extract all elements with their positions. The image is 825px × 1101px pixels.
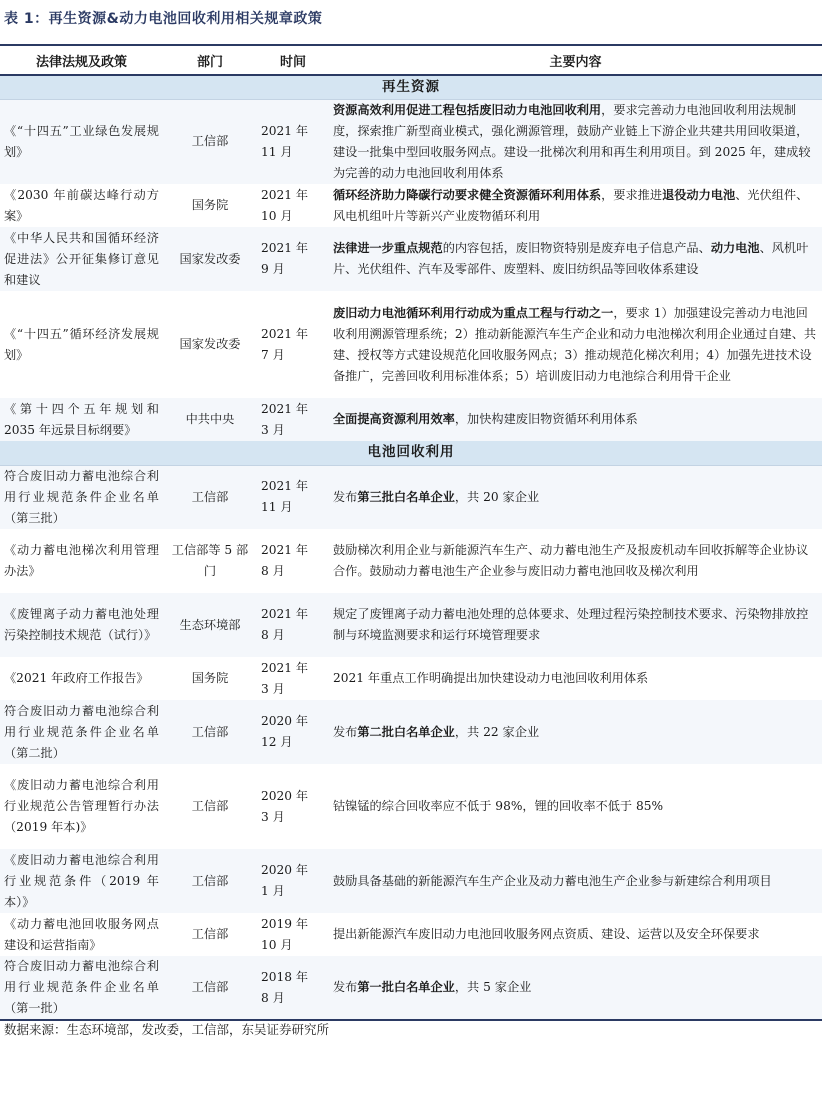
cell-law: 《2021 年政府工作报告》 xyxy=(0,657,163,700)
section-row xyxy=(0,441,822,465)
section-row xyxy=(0,75,822,99)
cell-law: 《中华人民共和国循环经济促进法》公开征集修订意见和建议 xyxy=(0,227,163,291)
cell-content: 2021 年重点工作明确提出加快建设动力电池回收利用体系 xyxy=(329,657,822,700)
table-row xyxy=(0,184,822,227)
table-row xyxy=(0,291,822,398)
cell-content-text: ，要求完善动力电池回收利用法规制度，探索推广新型商业模式，强化溯源管理，鼓励产业链上下游企业共建共用回收渠道，建设一批集中型回收服务网点。建设一批梯次利用和再生利用项目。到 2025 年，建成较为完善的动力电池回收利用体系 xyxy=(333,102,811,180)
cell-content: 鼓励具备基础的新能源汽车生产企业及动力蓄电池生产企业参与新建综合利用项目 xyxy=(329,849,822,913)
cell-content: 全面提高资源利用效率，加快构建废旧物资循环利用体系 xyxy=(329,398,822,441)
cell-content: 发布第二批白名单企业，共 22 家企业 xyxy=(329,700,822,764)
header-row xyxy=(0,45,822,75)
cell-content: 规定了废锂离子动力蓄电池处理的总体要求、处理过程污染控制技术要求、污染物排放控制与环境监测要求和运行环境管理要求 xyxy=(329,593,822,657)
section-title: 再生资源 xyxy=(0,75,822,99)
cell-dept: 国家发改委 xyxy=(163,227,257,291)
table-row xyxy=(0,99,822,184)
cell-law: 《动力蓄电池梯次利用管理办法》 xyxy=(0,529,163,593)
section-title: 电池回收利用 xyxy=(0,441,822,465)
cell-content: 发布第三批白名单企业，共 20 家企业 xyxy=(329,465,822,529)
cell-time: 2021 年 3 月 xyxy=(257,657,329,700)
cell-time: 2020 年 12 月 xyxy=(257,700,329,764)
cell-time: 2021 年 3 月 xyxy=(257,398,329,441)
cell-time: 2019 年 10 月 xyxy=(257,913,329,956)
cell-time: 2021 年 9 月 xyxy=(257,227,329,291)
cell-content: 发布第一批白名单企业，共 5 家企业 xyxy=(329,956,822,1020)
header-dept: 部门 xyxy=(163,45,257,75)
cell-law: 《废旧动力蓄电池综合利用行业规范条件（2019 年本）》 xyxy=(0,849,163,913)
table-row xyxy=(0,593,822,657)
cell-time: 2021 年 11 月 xyxy=(257,99,329,184)
cell-law: 《2030 年前碳达峰行动方案》 xyxy=(0,184,163,227)
cell-law: 《“十四五”工业绿色发展规划》 xyxy=(0,99,163,184)
cell-dept: 中共中央 xyxy=(163,398,257,441)
table-row xyxy=(0,700,822,764)
cell-dept: 工信部 xyxy=(163,99,257,184)
cell-law: 《第十四个五年规划和 2035 年远景目标纲要》 xyxy=(0,398,163,441)
cell-time: 2021 年 8 月 xyxy=(257,593,329,657)
table-header xyxy=(0,45,822,75)
cell-content: 循环经济助力降碳行动要求健全资源循环利用体系，要求推进退役动力电池、光伏组件、风电机组叶片等新兴产业废物循环利用 xyxy=(329,184,822,227)
cell-time: 2021 年 8 月 xyxy=(257,529,329,593)
cell-dept: 工信部 xyxy=(163,764,257,849)
table-row xyxy=(0,657,822,700)
cell-dept: 工信部 xyxy=(163,700,257,764)
table-row xyxy=(0,465,822,529)
table-row xyxy=(0,913,822,956)
cell-law: 符合废旧动力蓄电池综合利用行业规范条件企业名单（第三批） xyxy=(0,465,163,529)
cell-dept: 国家发改委 xyxy=(163,291,257,398)
cell-time: 2020 年 1 月 xyxy=(257,849,329,913)
header-content: 主要内容 xyxy=(329,45,822,75)
table-row xyxy=(0,529,822,593)
cell-content: 废旧动力电池循环利用行动成为重点工程与行动之一，要求 1）加强建设完善动力电池回收利用溯源管理系统；2）推动新能源汽车生产企业和动力电池梯次利用企业通过自建、共建、授权等方式建设规范化回收服务网点；3）推动规范化梯次利用；4）加强先进技术设备推广，完善回收利用标准体系；5）培训废旧动力电池综合利用骨干企业 xyxy=(329,291,822,398)
header-law: 法律法规及政策 xyxy=(0,45,163,75)
cell-time: 2018 年 8 月 xyxy=(257,956,329,1020)
policy-table xyxy=(0,44,822,1021)
table-caption: 表 1：再生资源&动力电池回收利用相关规章政策 xyxy=(4,11,323,27)
cell-content: 提出新能源汽车废旧动力电池回收服务网点资质、建设、运营以及安全环保要求 xyxy=(329,913,822,956)
table-row xyxy=(0,398,822,441)
cell-time: 2020 年 3 月 xyxy=(257,764,329,849)
cell-dept: 工信部等 5 部门 xyxy=(163,529,257,593)
table-row xyxy=(0,764,822,849)
data-source: 数据来源：生态环境部，发改委，工信部，东吴证券研究所 xyxy=(4,1022,330,1037)
cell-content-emphasis: 资源高效利用促进工程包括废旧动力电池回收利用 xyxy=(333,102,602,117)
cell-time: 2021 年 10 月 xyxy=(257,184,329,227)
cell-dept: 工信部 xyxy=(163,849,257,913)
cell-time: 2021 年 7 月 xyxy=(257,291,329,398)
cell-dept: 工信部 xyxy=(163,956,257,1020)
table-row xyxy=(0,227,822,291)
table-row xyxy=(0,956,822,1020)
table-body xyxy=(0,75,822,1020)
cell-law: 《动力蓄电池回收服务网点建设和运营指南》 xyxy=(0,913,163,956)
cell-law: 《废旧动力蓄电池综合利用行业规范公告管理暂行办法（2019 年本)》 xyxy=(0,764,163,849)
cell-dept: 国务院 xyxy=(163,657,257,700)
table-row xyxy=(0,849,822,913)
cell-dept: 生态环境部 xyxy=(163,593,257,657)
cell-content: 法律进一步重点规范的内容包括，废旧物资特别是废弃电子信息产品、动力电池、风机叶片、光伏组件、汽车及零部件、废塑料、废旧纺织品等回收体系建设 xyxy=(329,227,822,291)
cell-law: 《废锂离子动力蓄电池处理污染控制技术规范（试行）》 xyxy=(0,593,163,657)
cell-content: 鼓励梯次利用企业与新能源汽车生产、动力蓄电池生产及报废机动车回收拆解等企业协议合作。鼓励动力蓄电池生产企业参与废旧动力蓄电池回收及梯次利用 xyxy=(329,529,822,593)
cell-time: 2021 年 11 月 xyxy=(257,465,329,529)
cell-law: 符合废旧动力蓄电池综合利用行业规范条件企业名单（第一批） xyxy=(0,956,163,1020)
header-time: 时间 xyxy=(257,45,329,75)
cell-law: 《“十四五”循环经济发展规划》 xyxy=(0,291,163,398)
cell-law: 符合废旧动力蓄电池综合利用行业规范条件企业名单（第二批） xyxy=(0,700,163,764)
cell-dept: 工信部 xyxy=(163,913,257,956)
cell-content: 钴镍锰的综合回收率应不低于 98%，锂的回收率不低于 85% xyxy=(329,764,822,849)
cell-dept: 国务院 xyxy=(163,184,257,227)
cell-content xyxy=(329,99,822,184)
cell-dept: 工信部 xyxy=(163,465,257,529)
